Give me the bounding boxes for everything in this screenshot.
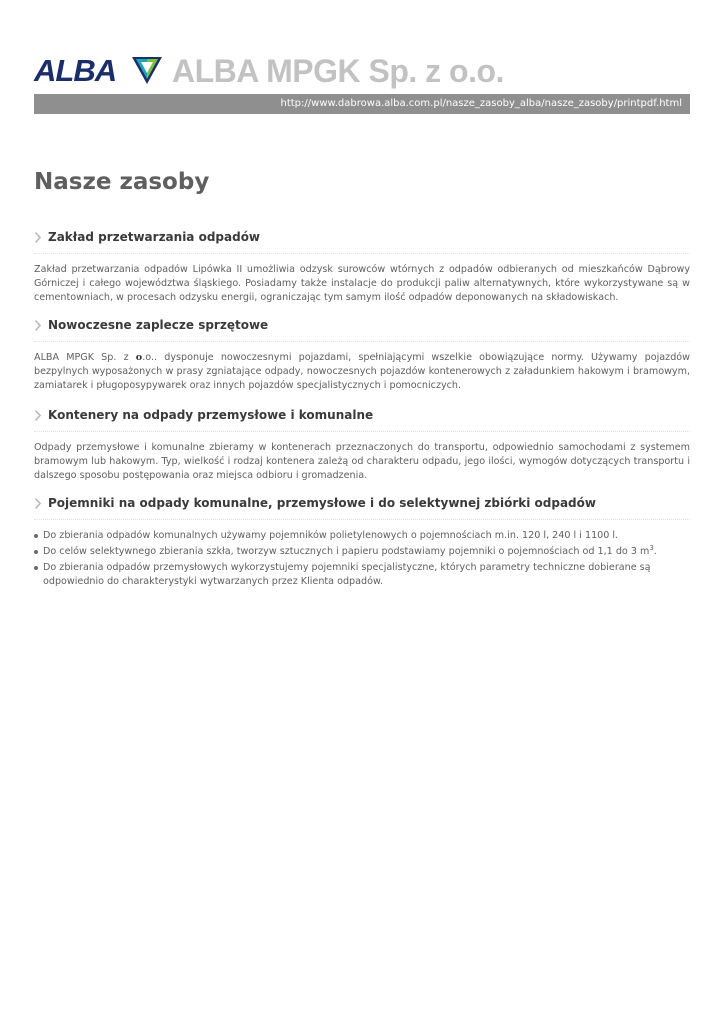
chevron-right-icon: [34, 497, 42, 510]
section-heading: [34, 315, 690, 337]
list-item: [34, 529, 690, 543]
list-item-text: Do zbierania odpadów przemysłowych wykorzystujemy pojemniki specjalistyczne, których parametry techniczne dobierane są odpowiednio do charakterystyki wytwarzanych przez Klienta odpadów.: [43, 562, 651, 587]
section-title: Kontenery na odpady przemysłowe i komunalne: [48, 408, 374, 422]
page-header: [34, 52, 690, 92]
section-body: Odpady przemysłowe i komunalne zbieramy w kontenerach przeznaczonych do transportu, odpowiednio samochodami z systemem bramowym lub hakowym. Typ, wielkość i rodzaj kontenera zależą od charakteru odpadu, jego ilości, wymogów dotyczących transportu i dalszego sposobu postępowania oraz miejsca odbioru i gromadzenia.: [34, 442, 690, 481]
list-item-text: Do zbierania odpadów komunalnych używamy pojemników polietylenowych o pojemnościach m.in. 120 l, 240 l i 1100 l.: [43, 530, 619, 541]
section-body: [34, 351, 690, 393]
list-item-suffix: .: [653, 546, 657, 557]
list-item-text: Do celów selektywnego zbierania szkła, tworzyw sztucznych i papieru podstawiamy pojemniki o pojemnościach od 1,1 do 3 m: [43, 546, 650, 557]
section-divider: [34, 431, 690, 432]
chevron-right-icon: [34, 231, 42, 244]
section-divider: [34, 253, 690, 254]
section-divider: [34, 519, 690, 520]
section-bins: [34, 493, 690, 591]
page-title: Nasze zasoby: [34, 169, 210, 195]
section-heading: [34, 227, 690, 249]
chevron-right-icon: [34, 319, 42, 332]
section-heading: [34, 405, 690, 427]
superscript: 3: [649, 543, 654, 552]
section-waste-processing: [34, 227, 690, 305]
list-item: [34, 545, 690, 559]
alba-logo-mark-icon: [130, 54, 164, 86]
url-bar: [34, 94, 690, 114]
section-divider: [34, 341, 690, 342]
section-heading: [34, 493, 690, 515]
section-body: Zakład przetwarzania odpadów Lipówka II umożliwia odzysk surowców wtórnych z odpadów odbieranych od mieszkańców Dąbrowy Górniczej i całego województwa śląskiego. Posiadamy także instalacje do produkcji paliw alternatywnych, które wykorzystywane są w cementowniach, w procesach odzysku energii, ograniczając tym samym ilość odpadów deponowanych na składowiskach.: [34, 264, 690, 303]
body-text: ALBA MPGK Sp. z: [34, 352, 136, 363]
section-title: Nowoczesne zaplecze sprzętowe: [48, 318, 269, 332]
section-containers: [34, 405, 690, 483]
section-title: Pojemniki na odpady komunalne, przemysłowe i do selektywnej zbiórki odpadów: [48, 496, 596, 510]
body-text-o: o: [135, 352, 143, 363]
body-text: .o.. dysponuje nowoczesnymi pojazdami, spełniającymi wszelkie obowiązujące normy. Używamy pojazdów bezpylnych wyposażonych w prasy zgniatające odpady, nowoczesnych pojazdów kontenerowych z załadunkiem hakowym i bramowym, zamiatarek i pługoposypywarek oraz innych pojazdów specjalistycznych i pomocniczych.: [34, 352, 690, 391]
chevron-right-icon: [34, 409, 42, 422]
company-name: ALBA MPGK Sp. z o.o.: [172, 53, 504, 89]
section-title: Zakład przetwarzania odpadów: [48, 230, 261, 244]
alba-logo-text: ALBA: [34, 53, 117, 88]
section-equipment: [34, 315, 690, 393]
page-url[interactable]: http://www.dabrowa.alba.com.pl/nasze_zasoby_alba/nasze_zasoby/printpdf.html: [280, 98, 682, 109]
bullet-list: [34, 529, 690, 589]
list-item: [34, 561, 690, 589]
